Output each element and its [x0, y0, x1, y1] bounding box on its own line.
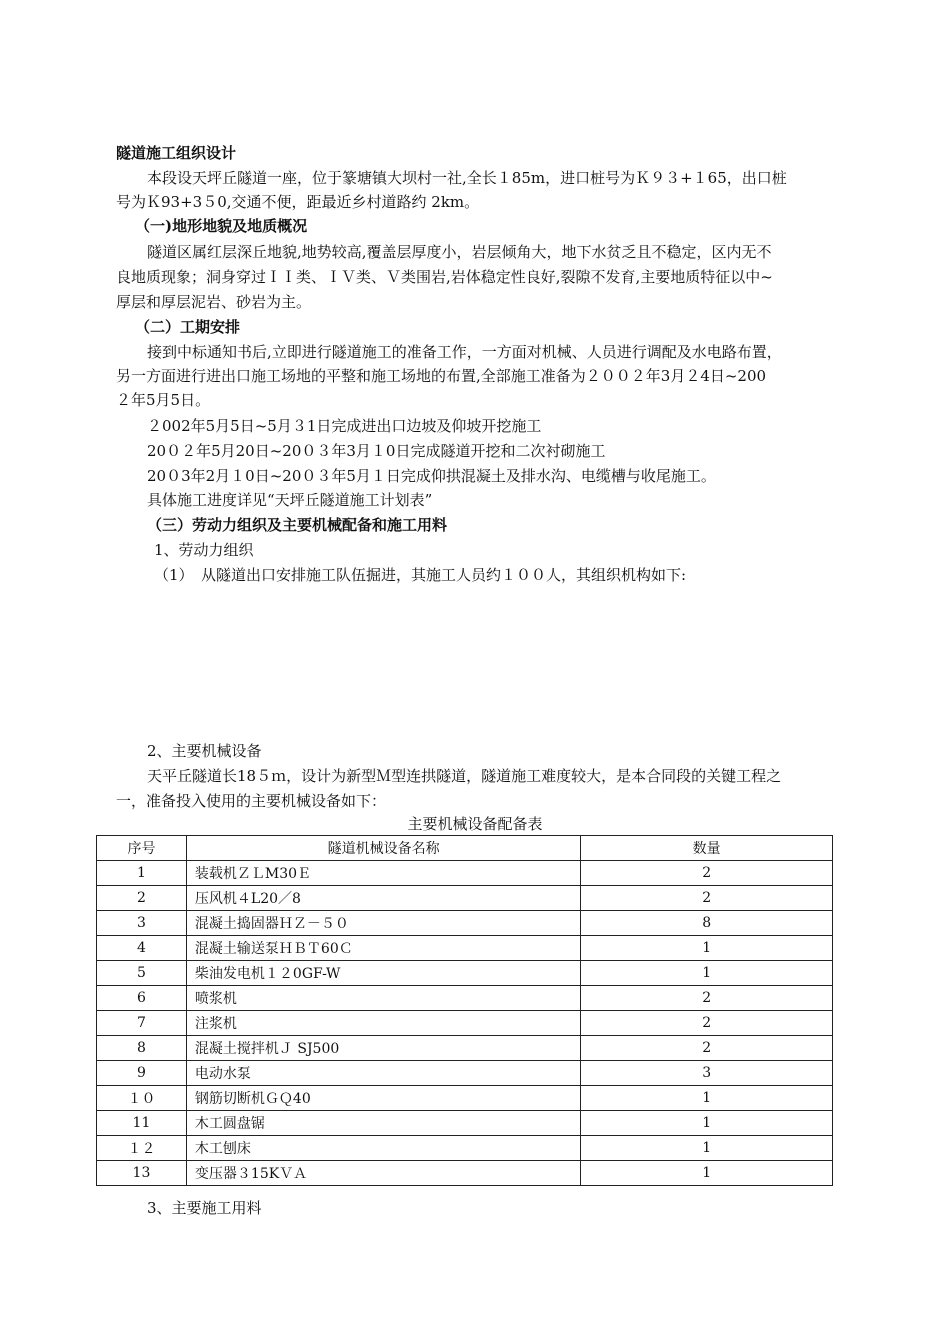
schedule-item: 20０２年5月20日~20０３年3月１0日完成隧道开挖和二次衬砌施工	[147, 442, 606, 460]
row-qty: 1	[581, 961, 833, 986]
row-no: 8	[97, 1036, 187, 1061]
geology-paragraph-line: 隧道区属红层深丘地貌,地势较高,覆盖层厚度小，岩层倾角大，地下水贫乏且不稳定，区内无不	[147, 243, 772, 261]
row-name: 变压器３15KＶＡ	[186, 1161, 580, 1186]
machinery-paragraph-line: 天平丘隧道长18５ｍ，设计为新型Ｍ型连拱隧道，隧道施工难度较大，是本合同段的关键工程之	[147, 767, 782, 785]
row-qty: 1	[581, 1136, 833, 1161]
column-header-no: 序号	[97, 836, 187, 861]
row-no: 11	[97, 1111, 187, 1136]
row-name: 木工圆盘锯	[186, 1111, 580, 1136]
subheading-machinery: 2、主要机械设备	[147, 742, 262, 760]
table-row	[97, 1011, 833, 1036]
table-row	[97, 1086, 833, 1111]
table-caption: 主要机械设备配备表	[407, 815, 543, 833]
row-no: 9	[97, 1061, 187, 1086]
row-qty: 1	[581, 936, 833, 961]
table-row	[97, 911, 833, 936]
row-name: 混凝土输送泵ＨＢＴ60Ｃ	[186, 936, 580, 961]
row-no: 3	[97, 911, 187, 936]
geology-paragraph-line: 良地质现象；洞身穿过ＩＩ类、ＩＶ类、Ｖ类围岩,岩体稳定性良好,裂隙不发育,主要地质特征以中~	[116, 268, 773, 286]
table-row	[97, 936, 833, 961]
row-no: 6	[97, 986, 187, 1011]
row-qty: 1	[581, 1161, 833, 1186]
equipment-table	[96, 835, 833, 1186]
row-qty: 2	[581, 1036, 833, 1061]
table-row	[97, 1111, 833, 1136]
subheading-labor: 1、劳动力组织	[154, 541, 254, 559]
row-no: 1	[97, 861, 187, 886]
section-heading-schedule: （二）工期安排	[135, 318, 241, 336]
row-qty: 2	[581, 861, 833, 886]
row-no: 4	[97, 936, 187, 961]
document-title: 隧道施工组织设计	[116, 144, 237, 162]
schedule-paragraph-line: 接到中标通知书后,立即进行隧道施工的准备工作，一方面对机械、人员进行调配及水电路布置，	[147, 343, 782, 361]
row-no: １０	[97, 1086, 187, 1111]
row-no: 13	[97, 1161, 187, 1186]
table-row	[97, 1136, 833, 1161]
row-qty: 8	[581, 911, 833, 936]
row-name: 装载机ＺＬM30Ｅ	[186, 861, 580, 886]
schedule-item: 具体施工进度详见“天坪丘隧道施工计划表”	[147, 491, 433, 509]
table-row	[97, 1036, 833, 1061]
row-no: １２	[97, 1136, 187, 1161]
intro-paragraph-line: 本段设天坪丘隧道一座，位于篆塘镇大坝村一社,全长１85m，进口桩号为Ｋ９３+１65，出口桩	[147, 169, 787, 187]
section-heading-geology: （一)地形地貌及地质概况	[135, 217, 308, 235]
row-name: 注浆机	[186, 1011, 580, 1036]
geology-paragraph-line: 厚层和厚层泥岩、砂岩为主。	[116, 293, 312, 311]
row-qty: 2	[581, 986, 833, 1011]
row-name: 钢筋切断机ＧＱ40	[186, 1086, 580, 1111]
column-header-qty: 数量	[581, 836, 833, 861]
table-row	[97, 886, 833, 911]
row-qty: 2	[581, 886, 833, 911]
table-row	[97, 961, 833, 986]
row-qty: 3	[581, 1061, 833, 1086]
table-row	[97, 861, 833, 886]
row-qty: 1	[581, 1086, 833, 1111]
row-name: 混凝土搅拌机Ｊ SJ500	[186, 1036, 580, 1061]
row-name: 混凝土捣固器ＨＺ－５０	[186, 911, 580, 936]
machinery-paragraph-line: 一，准备投入使用的主要机械设备如下：	[116, 792, 387, 810]
row-no: 7	[97, 1011, 187, 1036]
row-qty: 2	[581, 1011, 833, 1036]
labor-item: （1） 从隧道出口安排施工队伍掘进，其施工人员约１００人，其组织机构如下:	[154, 566, 687, 584]
table-row	[97, 986, 833, 1011]
section-heading-resources: （三）劳动力组织及主要机械配备和施工用料	[147, 516, 448, 534]
row-qty: 1	[581, 1111, 833, 1136]
row-name: 喷浆机	[186, 986, 580, 1011]
table-row	[97, 1061, 833, 1086]
column-header-name: 隧道机械设备名称	[186, 836, 580, 861]
subheading-materials: 3、主要施工用料	[147, 1199, 262, 1217]
row-name: 木工刨床	[186, 1136, 580, 1161]
table-header-row	[97, 836, 833, 861]
schedule-paragraph-line: 另一方面进行进出口施工场地的平整和施工场地的布置,全部施工准备为２００２年3月２4日~200	[116, 367, 767, 385]
row-name: 电动水泵	[186, 1061, 580, 1086]
row-no: 5	[97, 961, 187, 986]
table-row	[97, 1161, 833, 1186]
schedule-item: 20０3年2月１0日~20０３年5月１日完成仰拱混凝土及排水沟、电缆槽与收尾施工。	[147, 467, 716, 485]
intro-paragraph-line: 号为Ｋ93+3５0,交通不便，距最近乡村道路约 2km。	[116, 193, 480, 211]
row-no: 2	[97, 886, 187, 911]
row-name: 压风机４L20／8	[186, 886, 580, 911]
schedule-paragraph-line: ２年5月5日。	[116, 391, 211, 409]
row-name: 柴油发电机１２0GF-W	[186, 961, 580, 986]
schedule-item: ２002年5月5日~5月３1日完成进出口边坡及仰坡开挖施工	[147, 417, 542, 435]
